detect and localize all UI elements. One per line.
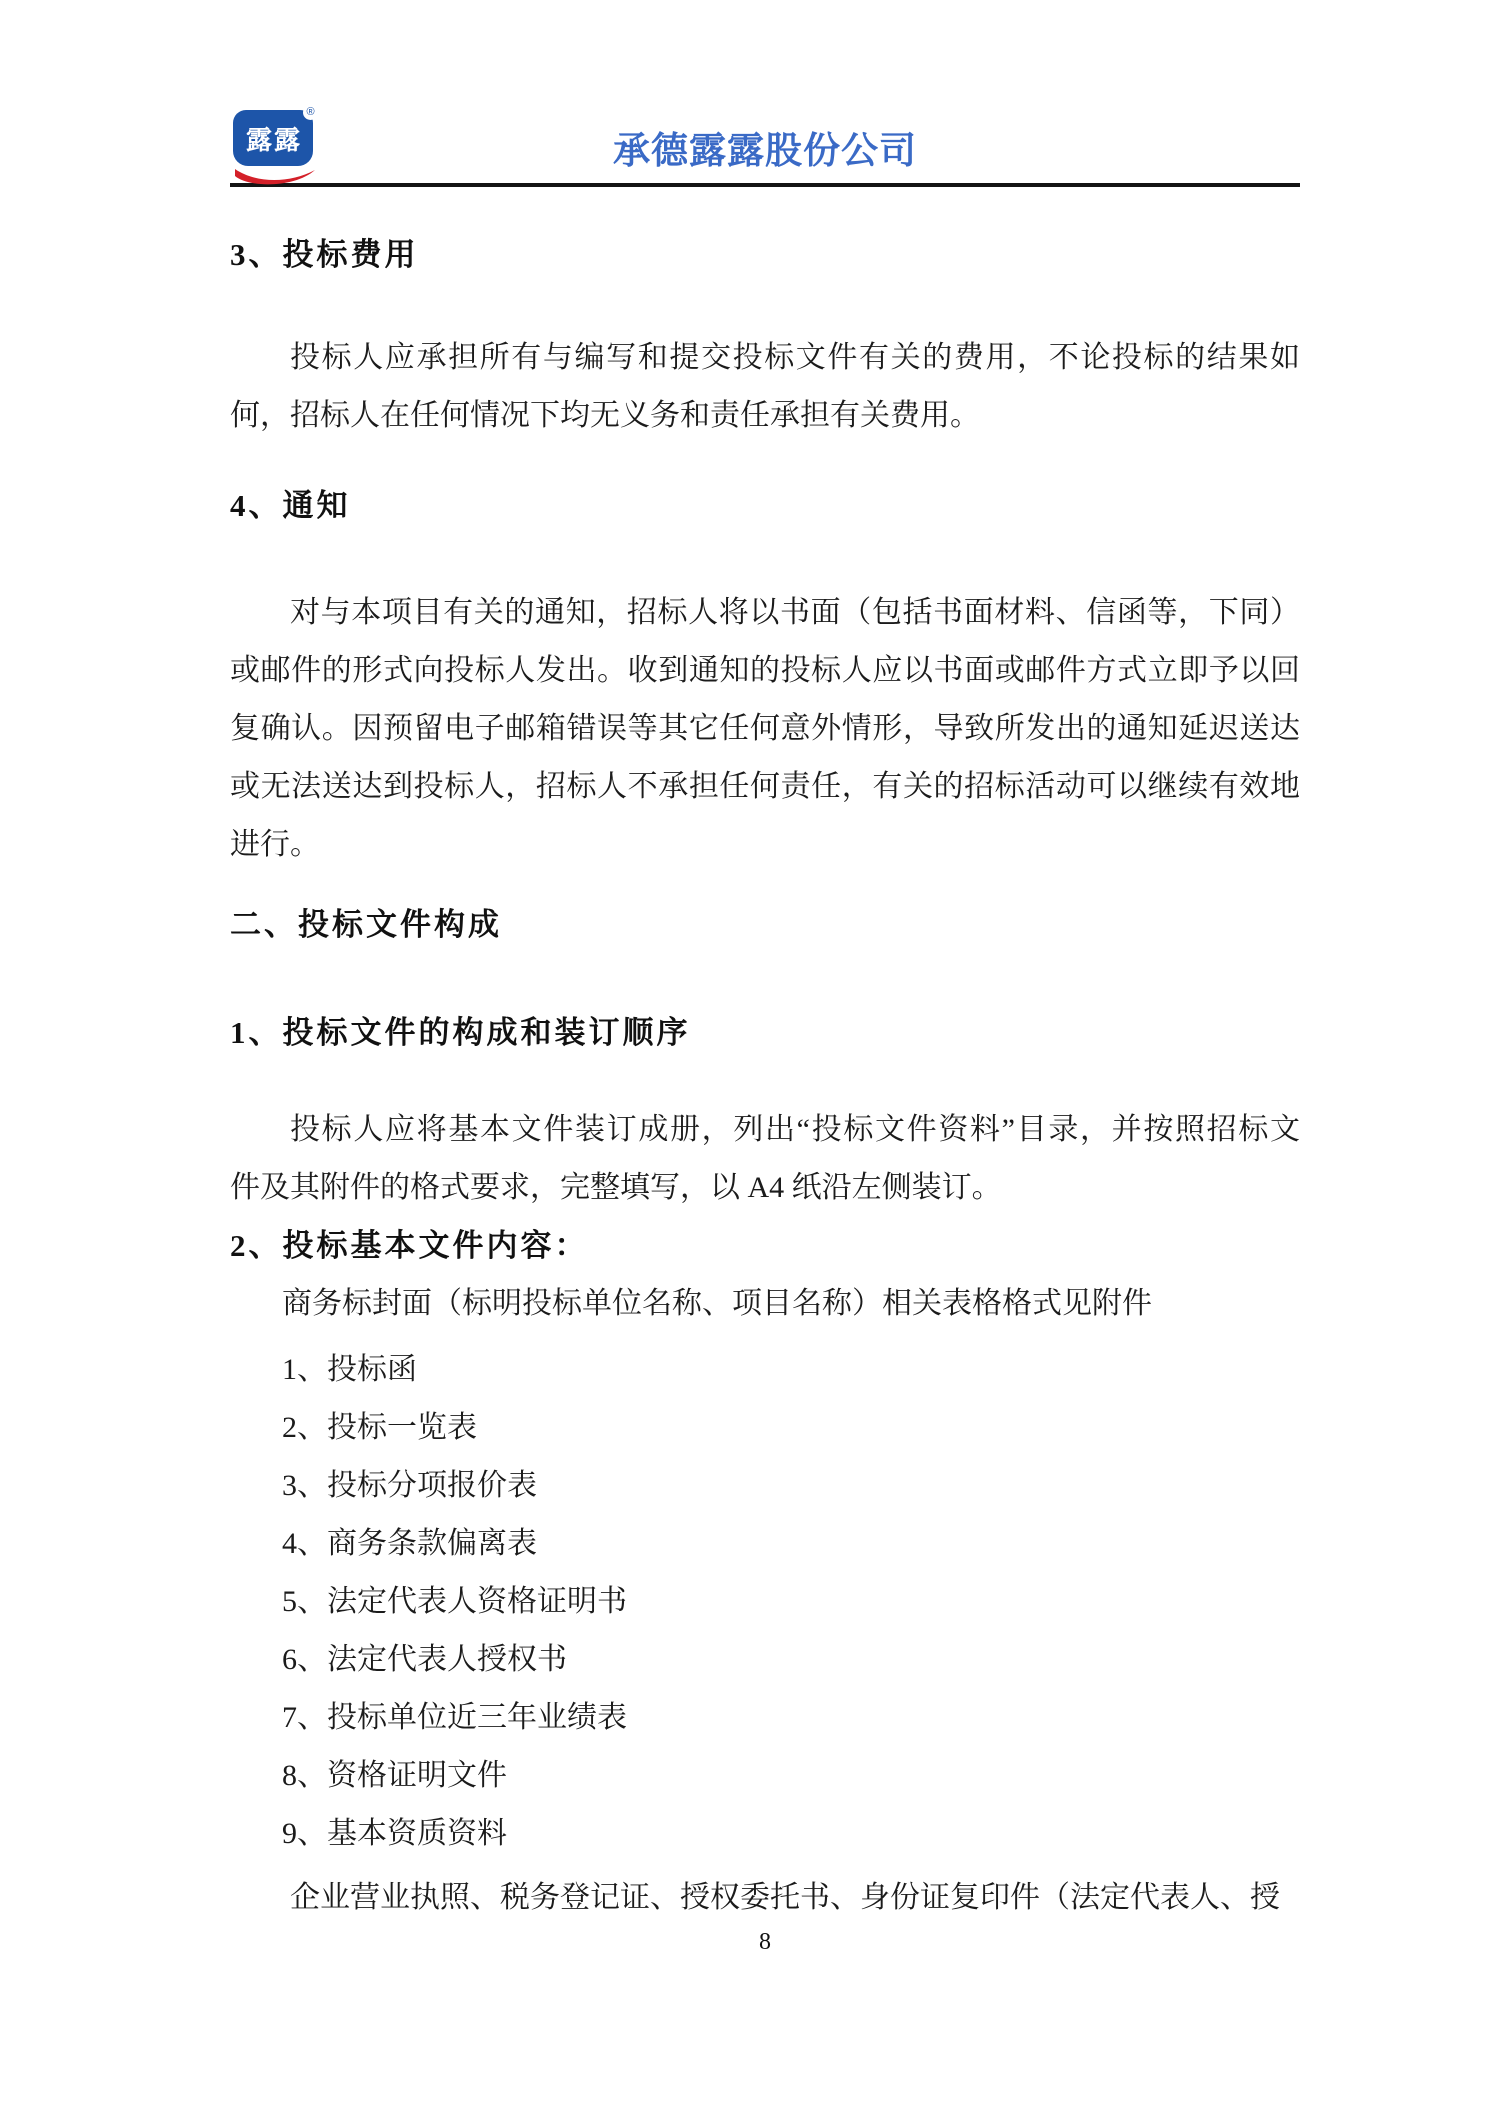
logo-swoosh-icon bbox=[233, 168, 317, 188]
paragraph-line: 或邮件的形式向投标人发出。收到通知的投标人应以书面或邮件方式立即予以回 bbox=[230, 654, 1300, 687]
line-commercial-cover: 商务标封面（标明投标单位名称、项目名称）相关表格格式见附件 bbox=[282, 1287, 1152, 1320]
logo-lulu-text: 露露 bbox=[245, 125, 302, 155]
bid-document-list bbox=[230, 1341, 1300, 1863]
section-heading-bid-document-composition: 二、投标文件构成 bbox=[230, 907, 502, 942]
paragraph-line: 投标人应将基本文件装订成册，列出“投标文件资料”目录，并按照招标文 bbox=[290, 1113, 1300, 1146]
section-heading-bid-fees: 3、投标费用 bbox=[230, 237, 419, 272]
paragraph-line: 投标人应承担所有与编写和提交投标文件有关的费用，不论投标的结果如 bbox=[290, 341, 1300, 374]
list-item-bid-summary-table: 2、投标一览表 bbox=[282, 1411, 477, 1444]
section-heading-binding-order: 1、投标文件的构成和装订顺序 bbox=[230, 1015, 691, 1050]
paragraph-binding bbox=[230, 1101, 1300, 1217]
list-item-bid-letter: 1、投标函 bbox=[282, 1353, 417, 1386]
list-item-commercial-deviation: 4、商务条款偏离表 bbox=[282, 1527, 537, 1560]
document-body bbox=[230, 226, 1300, 1957]
list-item-qualification-documents: 8、资格证明文件 bbox=[282, 1759, 507, 1792]
paragraph-line: 对与本项目有关的通知，招标人将以书面（包括书面材料、信函等，下同） bbox=[290, 596, 1300, 629]
paragraph-line: 件及其附件的格式要求，完整填写，以 A4 纸沿左侧装订。 bbox=[230, 1171, 1002, 1204]
company-name-title: 承德露露股份公司 bbox=[613, 130, 917, 171]
page-header bbox=[230, 0, 1300, 187]
list-item-basic-qualification: 9、基本资质资料 bbox=[282, 1817, 507, 1850]
registered-trademark-icon: ® bbox=[303, 105, 318, 120]
paragraph-notice bbox=[230, 584, 1300, 874]
paragraph-line: 或无法送达到投标人，招标人不承担任何责任，有关的招标活动可以继续有效地 bbox=[230, 770, 1300, 803]
section-heading-notice: 4、通知 bbox=[230, 488, 351, 523]
paragraph-line: 复确认。因预留电子邮箱错误等其它任何意外情形，导致所发出的通知延迟送达 bbox=[230, 712, 1300, 745]
paragraph-line: 何，招标人在任何情况下均无义务和责任承担有关费用。 bbox=[230, 399, 980, 432]
paragraph-line: 进行。 bbox=[230, 828, 320, 861]
section-heading-basic-documents: 2、投标基本文件内容： bbox=[230, 1228, 589, 1263]
list-item-three-year-performance: 7、投标单位近三年业绩表 bbox=[282, 1701, 627, 1734]
line-business-license: 企业营业执照、税务登记证、授权委托书、身份证复印件（法定代表人、授 bbox=[290, 1881, 1280, 1914]
list-item-legal-rep-authorization: 6、法定代表人授权书 bbox=[282, 1643, 567, 1676]
paragraph-bid-fees bbox=[230, 329, 1300, 445]
page-number: 8 bbox=[759, 1929, 771, 1955]
list-item-itemized-quotation: 3、投标分项报价表 bbox=[282, 1469, 537, 1502]
list-item-legal-rep-certificate: 5、法定代表人资格证明书 bbox=[282, 1585, 627, 1618]
